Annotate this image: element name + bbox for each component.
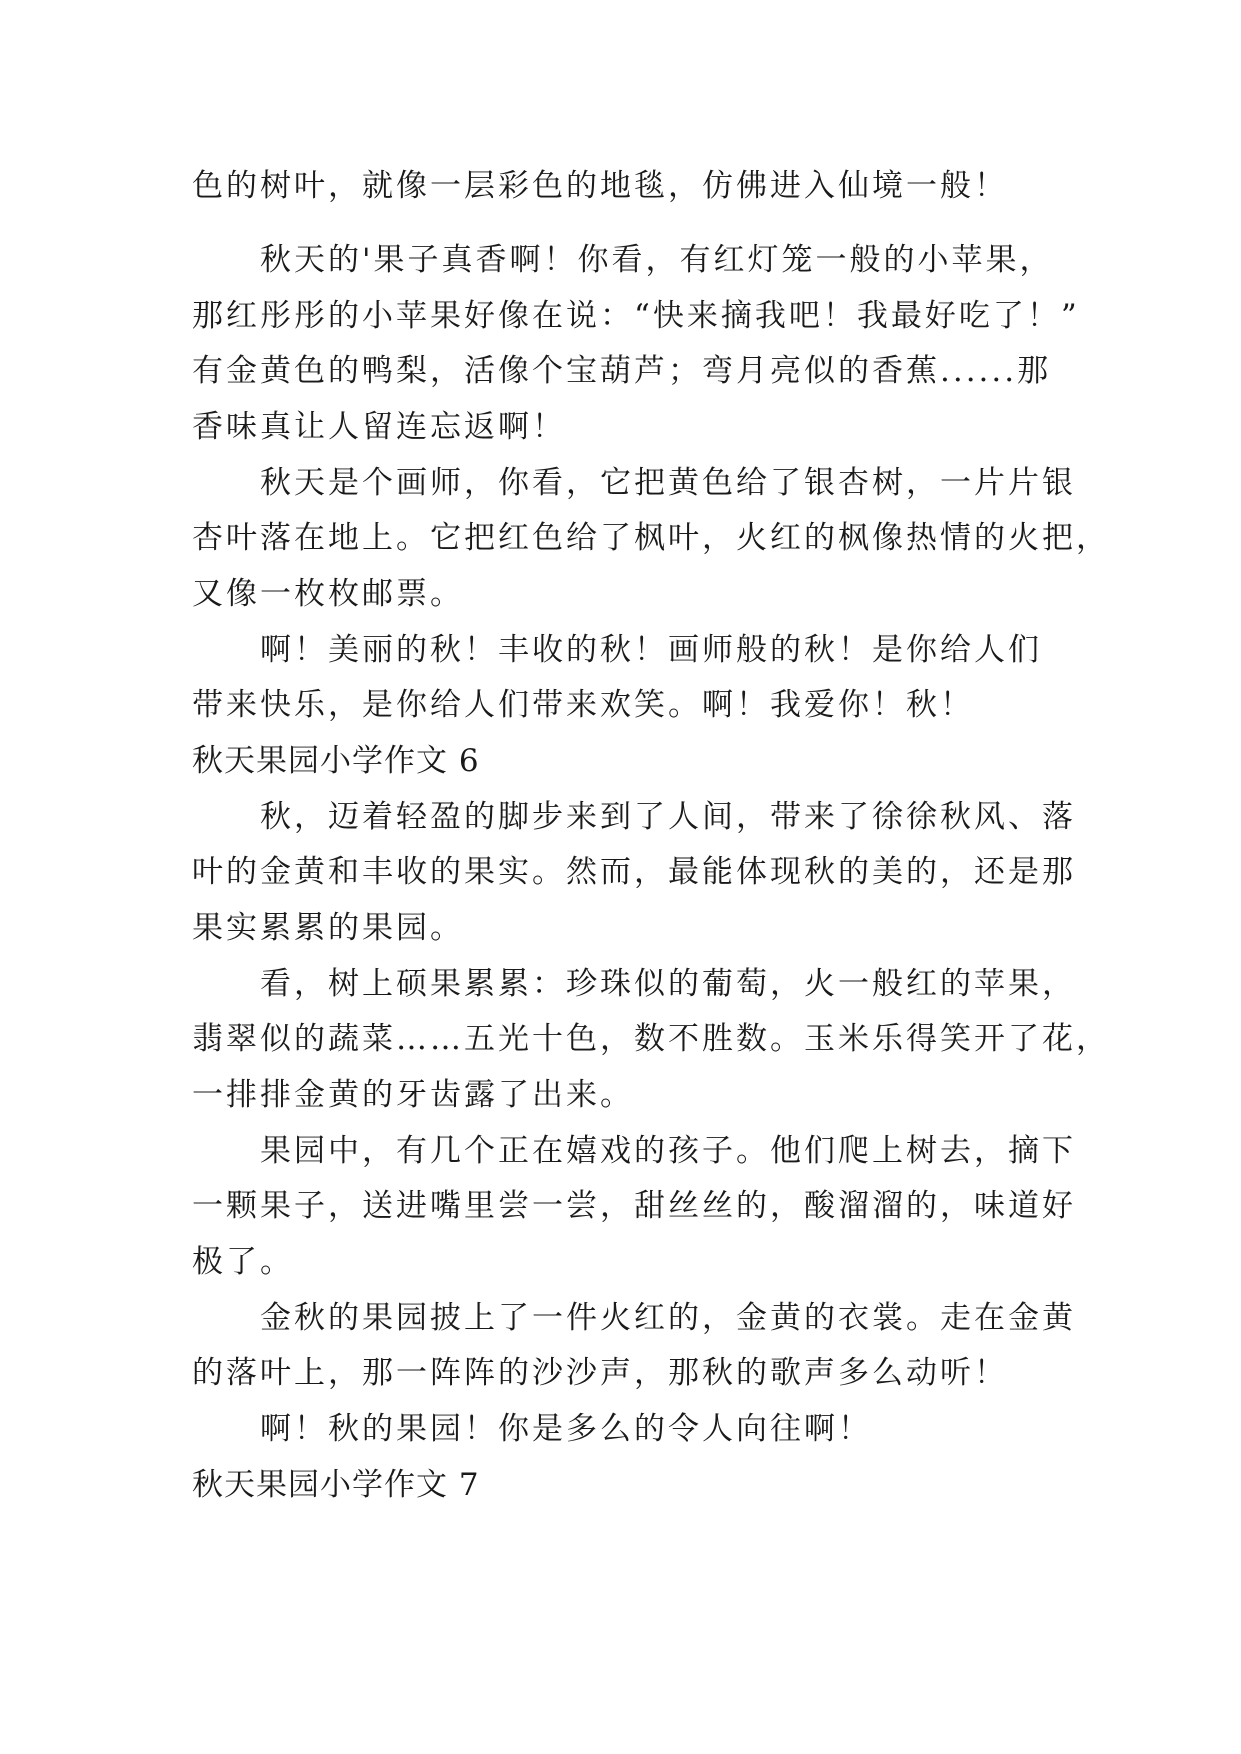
paragraph-start-line: 秋天是个画师，你看，它把黄色给了银杏树，一片片银 [192, 465, 1076, 501]
section-heading: 秋天果园小学作文 7 [192, 1467, 480, 1503]
text-line: 带来快乐，是你给人们带来欢笑。啊！我爱你！秋！ [192, 687, 974, 723]
paragraph-start-line: 秋天的'果子真香啊！你看，有红灯笼一般的小苹果， [192, 242, 1054, 278]
text-line: 香味真让人留连忘返啊！ [192, 409, 566, 445]
paragraph-start-line: 啊！美丽的秋！丰收的秋！画师般的秋！是你给人们 [192, 632, 1042, 668]
text-line: 又像一枚枚邮票。 [192, 576, 464, 612]
text-line: 的落叶上，那一阵阵的沙沙声，那秋的歌声多么动听！ [192, 1355, 1008, 1391]
paragraph-start-line: 秋，迈着轻盈的脚步来到了人间，带来了徐徐秋风、落 [192, 799, 1076, 835]
text-line: 有金黄色的鸭梨，活像个宝葫芦；弯月亮似的香蕉......那 [192, 353, 1052, 389]
text-line: 那红彤彤的小苹果好像在说：“快来摘我吧！我最好吃了！” [192, 298, 1080, 334]
paragraph-start-line: 看，树上硕果累累：珍珠似的葡萄，火一般红的苹果， [192, 966, 1076, 1002]
section-heading: 秋天果园小学作文 6 [192, 743, 480, 779]
text-line: 色的树叶，就像一层彩色的地毯，仿佛进入仙境一般！ [192, 168, 1008, 204]
text-line: 一颗果子，送进嘴里尝一尝，甜丝丝的，酸溜溜的，味道好 [192, 1188, 1076, 1224]
paragraph-start-line: 金秋的果园披上了一件火红的，金黄的衣裳。走在金黄 [192, 1300, 1076, 1336]
text-line: 翡翠似的蔬菜……五光十色，数不胜数。玉米乐得笑开了花， [192, 1021, 1110, 1057]
text-line: 杏叶落在地上。它把红色给了枫叶，火红的枫像热情的火把， [192, 520, 1110, 556]
text-line: 果实累累的果园。 [192, 910, 464, 946]
paragraph-start-line: 果园中，有几个正在嬉戏的孩子。他们爬上树去，摘下 [192, 1133, 1076, 1169]
text-line: 极了。 [192, 1244, 294, 1280]
text-line: 叶的金黄和丰收的果实。然而，最能体现秋的美的，还是那 [192, 854, 1076, 890]
text-line: 一排排金黄的牙齿露了出来。 [192, 1077, 634, 1113]
paragraph-start-line: 啊！秋的果园！你是多么的令人向往啊！ [192, 1411, 872, 1447]
